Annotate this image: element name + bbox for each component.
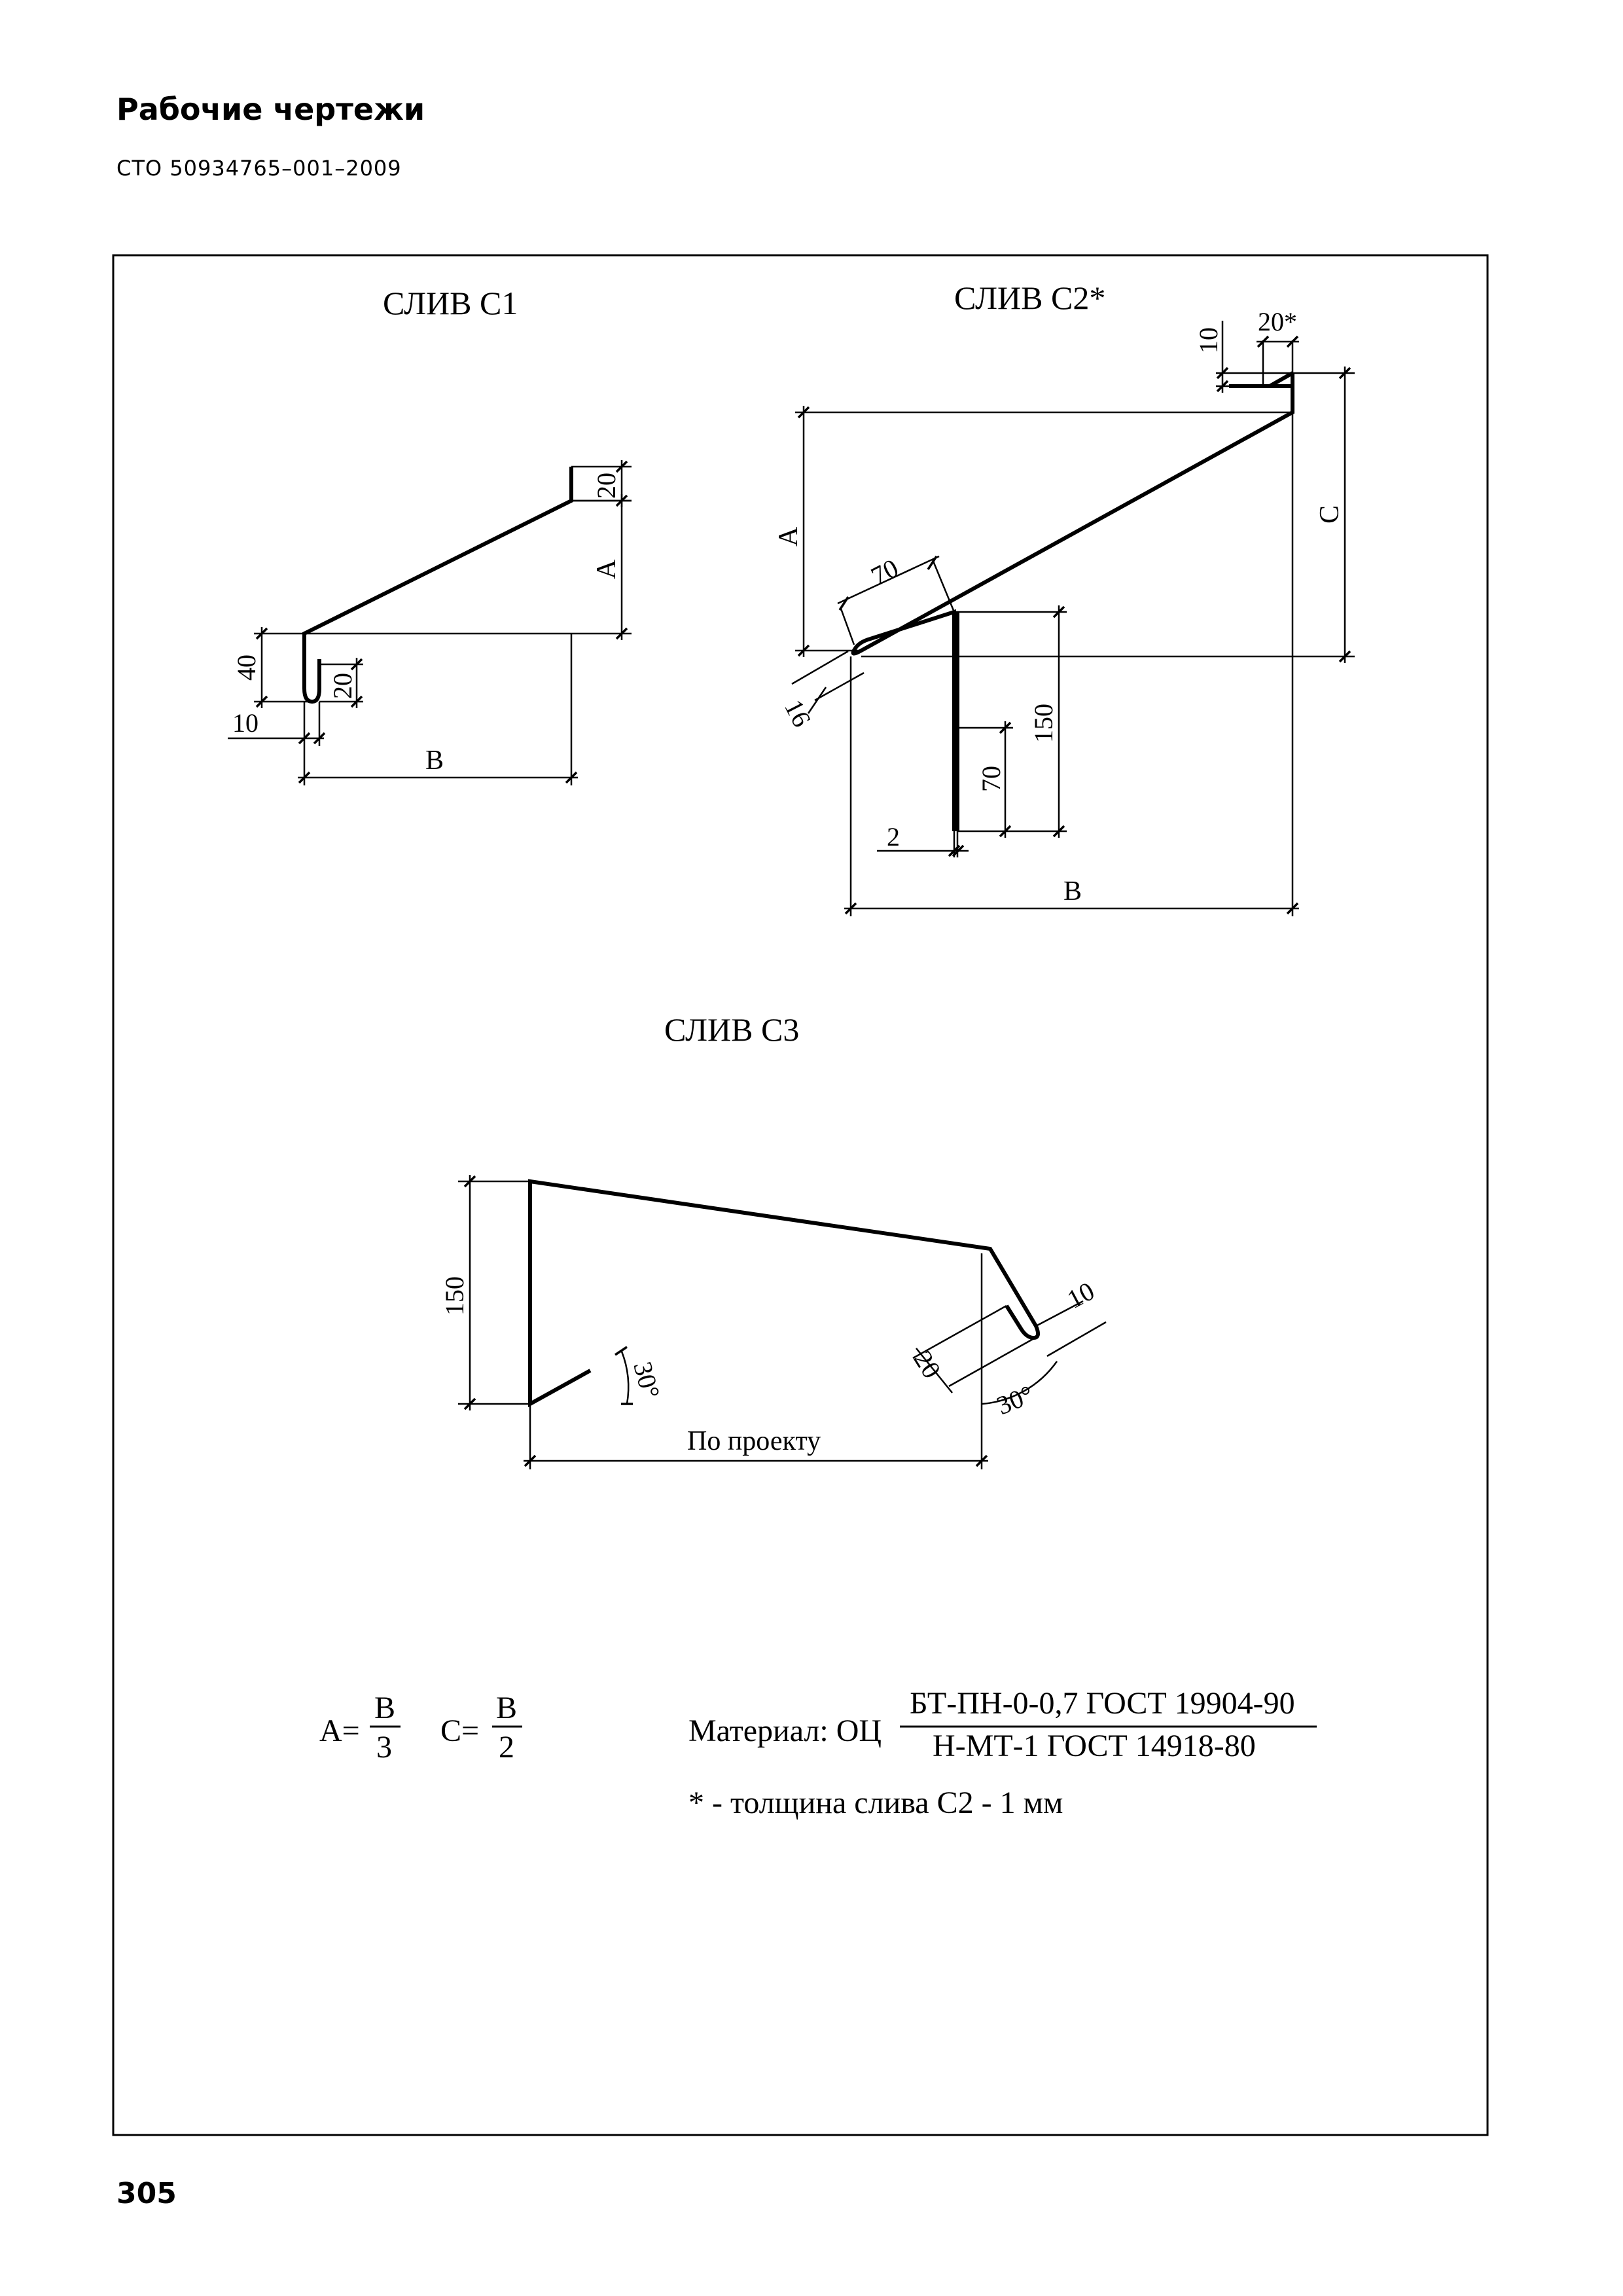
c2-dim-a: A (774, 526, 804, 547)
page-title: Рабочие чертежи (116, 92, 425, 127)
formula-c-lhs: C= (440, 1713, 480, 1748)
material-top: БТ-ПН-0-0,7 ГОСТ 19904-90 (910, 1686, 1295, 1721)
c2-dim-c: C (1315, 505, 1345, 524)
c1-dim-20-hook: 20 (328, 673, 357, 699)
c3-angle-right: 30° (992, 1379, 1038, 1421)
c1-dim-10: 10 (232, 708, 259, 738)
c2-dim-20: 20* (1258, 307, 1297, 336)
c3-title: СЛИВ С3 (664, 1011, 800, 1048)
formula-a-num: B (374, 1691, 396, 1725)
c1-dim-b: B (425, 745, 444, 776)
c2-dim-b: B (1063, 876, 1082, 906)
material-label: Материал: ОЦ (688, 1713, 882, 1748)
c2-dim-2: 2 (887, 822, 900, 852)
drip-c1 (228, 285, 632, 785)
c3-dim-10: 10 (1062, 1276, 1099, 1314)
drip-c2 (774, 279, 1355, 916)
c1-dim-a: A (592, 559, 622, 579)
c2-title: СЛИВ С2* (954, 279, 1106, 316)
c2-dim-10: 10 (1194, 327, 1223, 353)
drip-c3 (440, 1011, 1106, 1469)
c2-dim-70: 70 (866, 552, 903, 592)
c3-dim-20: 20 (908, 1345, 947, 1384)
c3-angle-left: 30° (628, 1358, 666, 1402)
formula-a-lhs: A= (319, 1713, 360, 1748)
c3-dim-project: По проекту (687, 1426, 821, 1456)
c2-dim-70b: 70 (976, 766, 1006, 792)
formula-c-num: B (496, 1691, 518, 1725)
c1-profile (304, 467, 571, 702)
notes (319, 1686, 1317, 1820)
document-code: СТО 50934765–001–2009 (116, 156, 402, 181)
page-number: 305 (116, 2177, 177, 2210)
footnote: * - толщина слива С2 - 1 мм (688, 1785, 1063, 1820)
c1-title: СЛИВ С1 (383, 285, 518, 321)
material-bottom: Н-МТ-1 ГОСТ 14918-80 (933, 1729, 1256, 1763)
formula-a-den: 3 (376, 1730, 392, 1765)
c2-dim-150: 150 (1029, 704, 1058, 743)
c2-profile (853, 373, 1293, 831)
c3-dim-150: 150 (440, 1276, 469, 1316)
c3-profile (530, 1181, 1038, 1404)
formula-c-den: 2 (499, 1730, 514, 1765)
c2-dim-16: 16 (778, 694, 817, 732)
c1-dim-20-top: 20 (592, 473, 621, 499)
c1-dim-40: 40 (232, 655, 261, 681)
